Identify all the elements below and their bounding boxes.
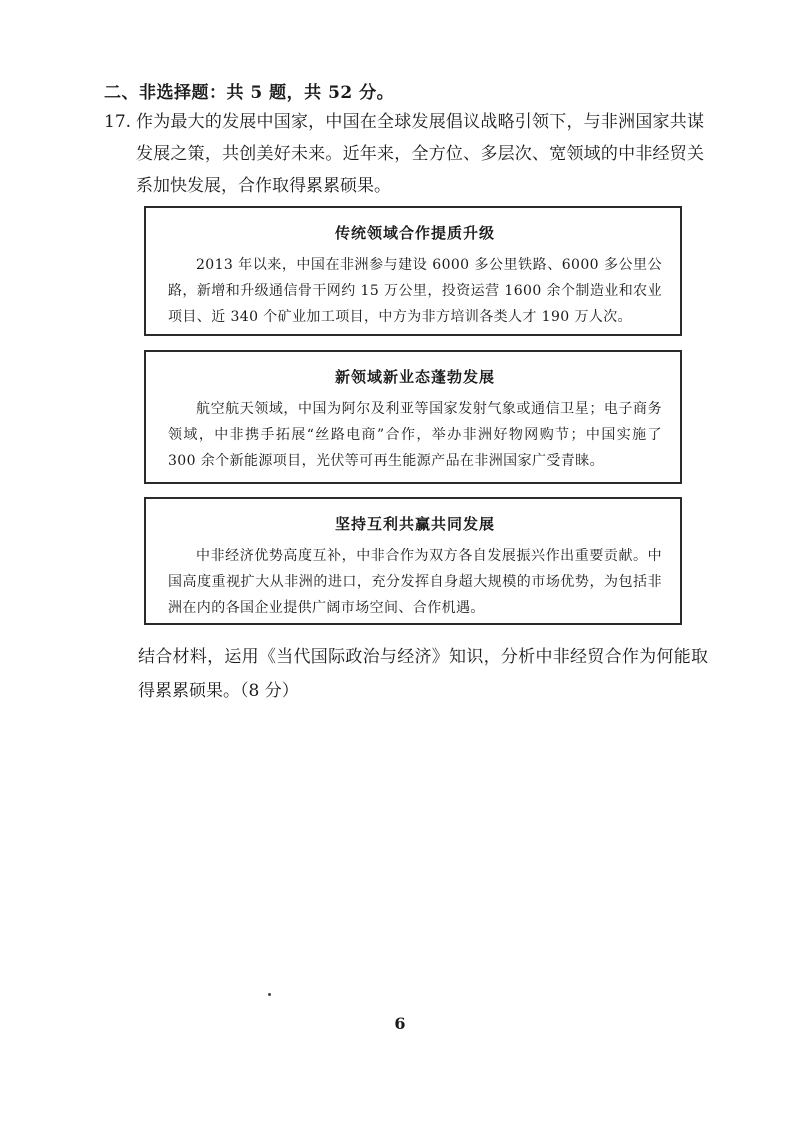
- material-box-traditional-cooperation: [144, 206, 682, 336]
- question-17: [104, 106, 704, 202]
- question-stem: 作为最大的发展中国家，中国在全球发展倡议战略引领下，与非洲国家共谋发展之策，共创美好未来。近年来，全方位、多层次、宽领域的中非经贸关系加快发展，合作取得累累硕果。: [136, 112, 704, 196]
- question-number: 17.: [104, 112, 132, 132]
- material-body: 航空航天领域，中国为阿尔及利亚等国家发射气象或通信卫星；电子商务领域，中非携手拓展“丝路电商”合作，举办非洲好物网购节；中国实施了 300 余个新能源项目，光伏等可再生能源产品在非洲国家广受青睐。: [168, 401, 662, 469]
- material-title: 新领域新业态蓬勃发展: [334, 368, 495, 386]
- material-title: 传统领域合作提质升级: [334, 224, 495, 242]
- material-title: 坚持互利共赢共同发展: [334, 515, 495, 533]
- material-body: 中非经济优势高度互补，中非合作为双方各自发展振兴作出重要贡献。中国高度重视扩大从非洲的进口，充分发挥自身超大规模的市场优势，为包括非洲在内的各国企业提供广阔市场空间、合作机遇。: [168, 548, 662, 616]
- material-box-new-fields: [144, 350, 682, 484]
- material-box-mutual-benefit: [144, 497, 682, 625]
- material-body: 2013 年以来，中国在非洲参与建设 6000 多公里铁路、6000 多公里公路，新增和升级通信骨干网约 15 万公里，投资运营 1600 余个制造业和农业项目、近 340 个矿业加工项目，中方为非方培训各类人才 190 万人次。: [168, 257, 662, 325]
- section-heading: 二、非选择题：共 5 题，共 52 分。: [104, 83, 395, 103]
- page-number: 6: [394, 1014, 406, 1033]
- question-task: 结合材料，运用《当代国际政治与经济》知识，分析中非经贸合作为何能取得累累硕果。（8 分）: [138, 647, 708, 701]
- scan-mark: [268, 993, 271, 996]
